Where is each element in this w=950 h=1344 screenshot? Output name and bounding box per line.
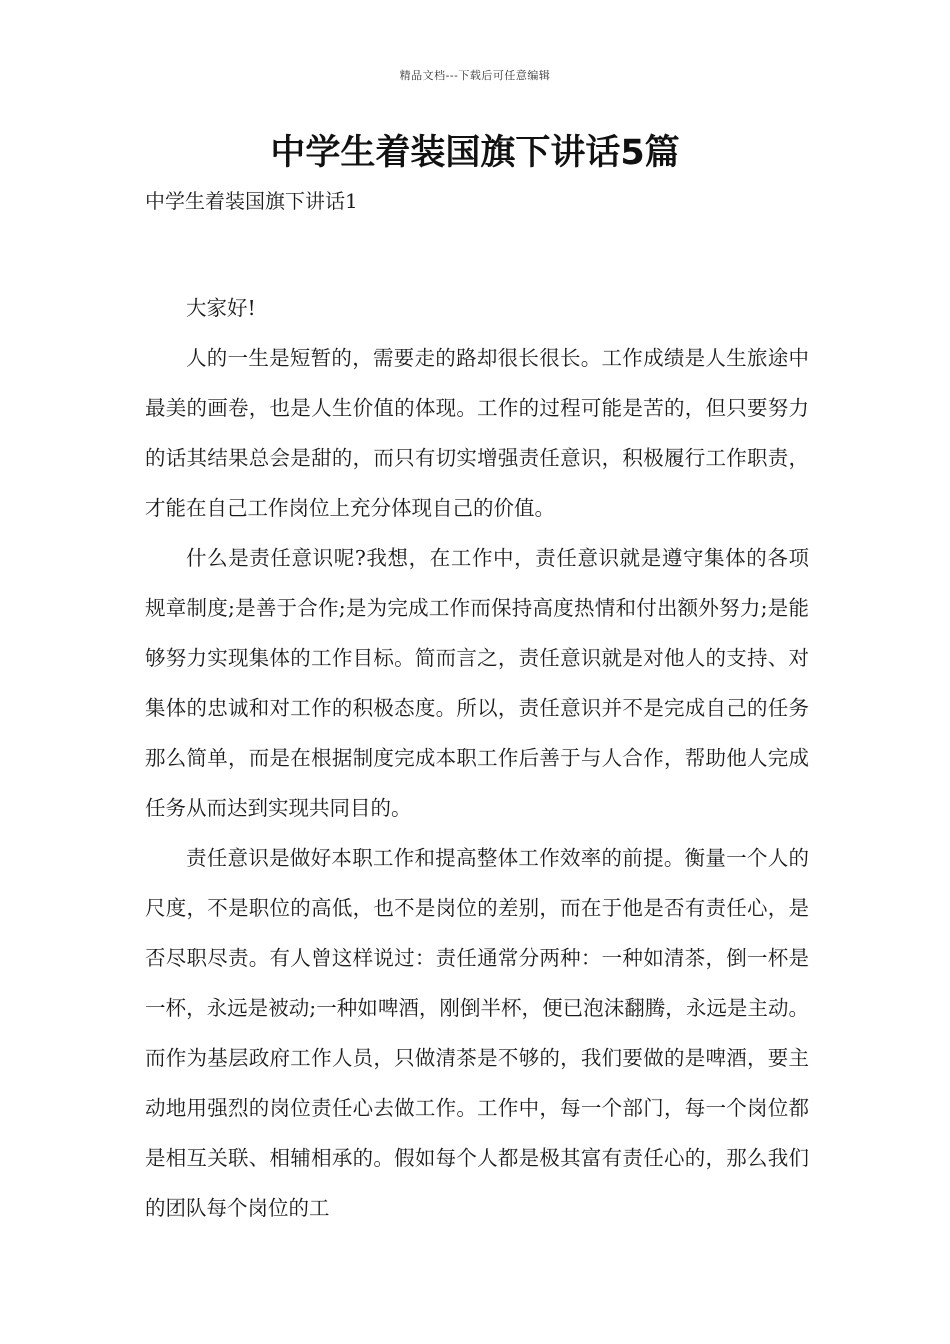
section-heading: 中学生着装国旗下讲话1 [145,189,358,213]
paragraph: 责任意识是做好本职工作和提高整体工作效率的前提。衡量一个人的尺度，不是职位的高低，也不是岗位的差别，而在于他是否有责任心，是否尽职尽责。有人曾这样说过：责任通常分两种：一种如清茶，倒一杯是一杯，永远是被动;一种如啤酒，刚倒半杯，便已泡沫翻腾，永远是主动。而作为基层政府工作人员，只做清茶是不够的，我们要做的是啤酒，要主动地用强烈的岗位责任心去做工作。工作中，每一个部门，每一个岗位都是相互关联、相辅相承的。假如每个人都是极其富有责任心的，那么我们的团队每个岗位的工 [145,846,809,1220]
body-text [145,283,809,1233]
header-note: 精品文档---下载后可任意编辑 [399,69,551,82]
paragraph-greeting: 大家好! [186,296,256,320]
document-title: 中学生着装国旗下讲话5篇 [270,133,680,173]
paragraph: 人的一生是短暂的，需要走的路却很长很长。工作成绩是人生旅途中最美的画卷，也是人生价值的体现。工作的过程可能是苦的，但只要努力的话其结果总会是甜的，而只有切实增强责任意识，积极履行工作职责，才能在自己工作岗位上充分体现自己的价值。 [145,346,809,520]
paragraph: 什么是责任意识呢?我想，在工作中，责任意识就是遵守集体的各项规章制度;是善于合作;是为完成工作而保持高度热情和付出额外努力;是能够努力实现集体的工作目标。简而言之，责任意识就是对他人的支持、对集体的忠诚和对工作的积极态度。所以，责任意识并不是完成自己的任务那么简单，而是在根据制度完成本职工作后善于与人合作，帮助他人完成任务从而达到实现共同目的。 [145,546,809,820]
